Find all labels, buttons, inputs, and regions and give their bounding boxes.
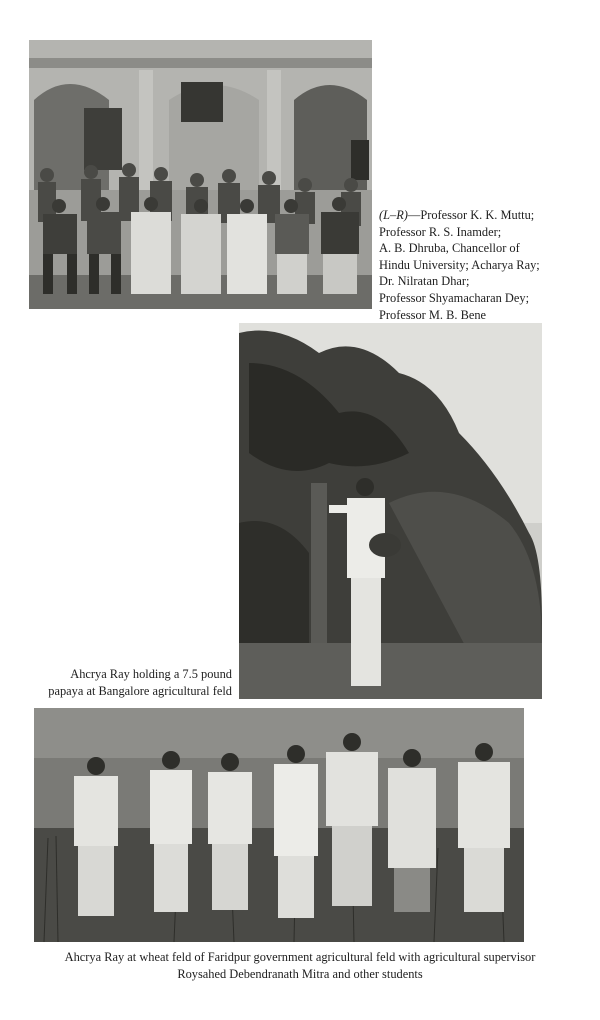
caption-line: —Professor K. K. Muttu; xyxy=(407,208,535,222)
wheat-field-caption xyxy=(20,949,580,982)
caption-prefix: (L–R) xyxy=(379,208,408,222)
caption-line: Ahcrya Ray at wheat feld of Faridpur government agricultural feld with agricultural supervisor xyxy=(64,950,536,964)
wheat-field-image xyxy=(34,708,524,942)
caption-line: Professor R. S. Inamder; xyxy=(379,224,502,239)
caption-line: Dr. Nilratan Dhar; xyxy=(379,274,470,289)
group-portrait-image xyxy=(29,40,372,309)
caption-line: Ahcrya Ray holding a 7.5 pound xyxy=(70,667,232,681)
caption-line: Professor Shyamacharan Dey; xyxy=(379,290,530,305)
caption-line: papaya at Bangalore agricultural feld xyxy=(48,683,232,698)
papaya-field-image xyxy=(239,323,542,699)
papaya-field-caption xyxy=(40,666,232,699)
wheat-field-photo xyxy=(34,708,524,942)
caption-line: A. B. Dhruba, Chancellor of xyxy=(379,241,520,256)
group-portrait-caption xyxy=(379,207,584,323)
papaya-field-photo xyxy=(239,323,542,699)
caption-line: Hindu University; Acharya Ray; xyxy=(379,257,540,272)
group-portrait-photo xyxy=(29,40,372,309)
caption-line: Professor M. B. Bene xyxy=(379,307,487,322)
caption-line: Roysahed Debendranath Mitra and other students xyxy=(177,966,423,981)
